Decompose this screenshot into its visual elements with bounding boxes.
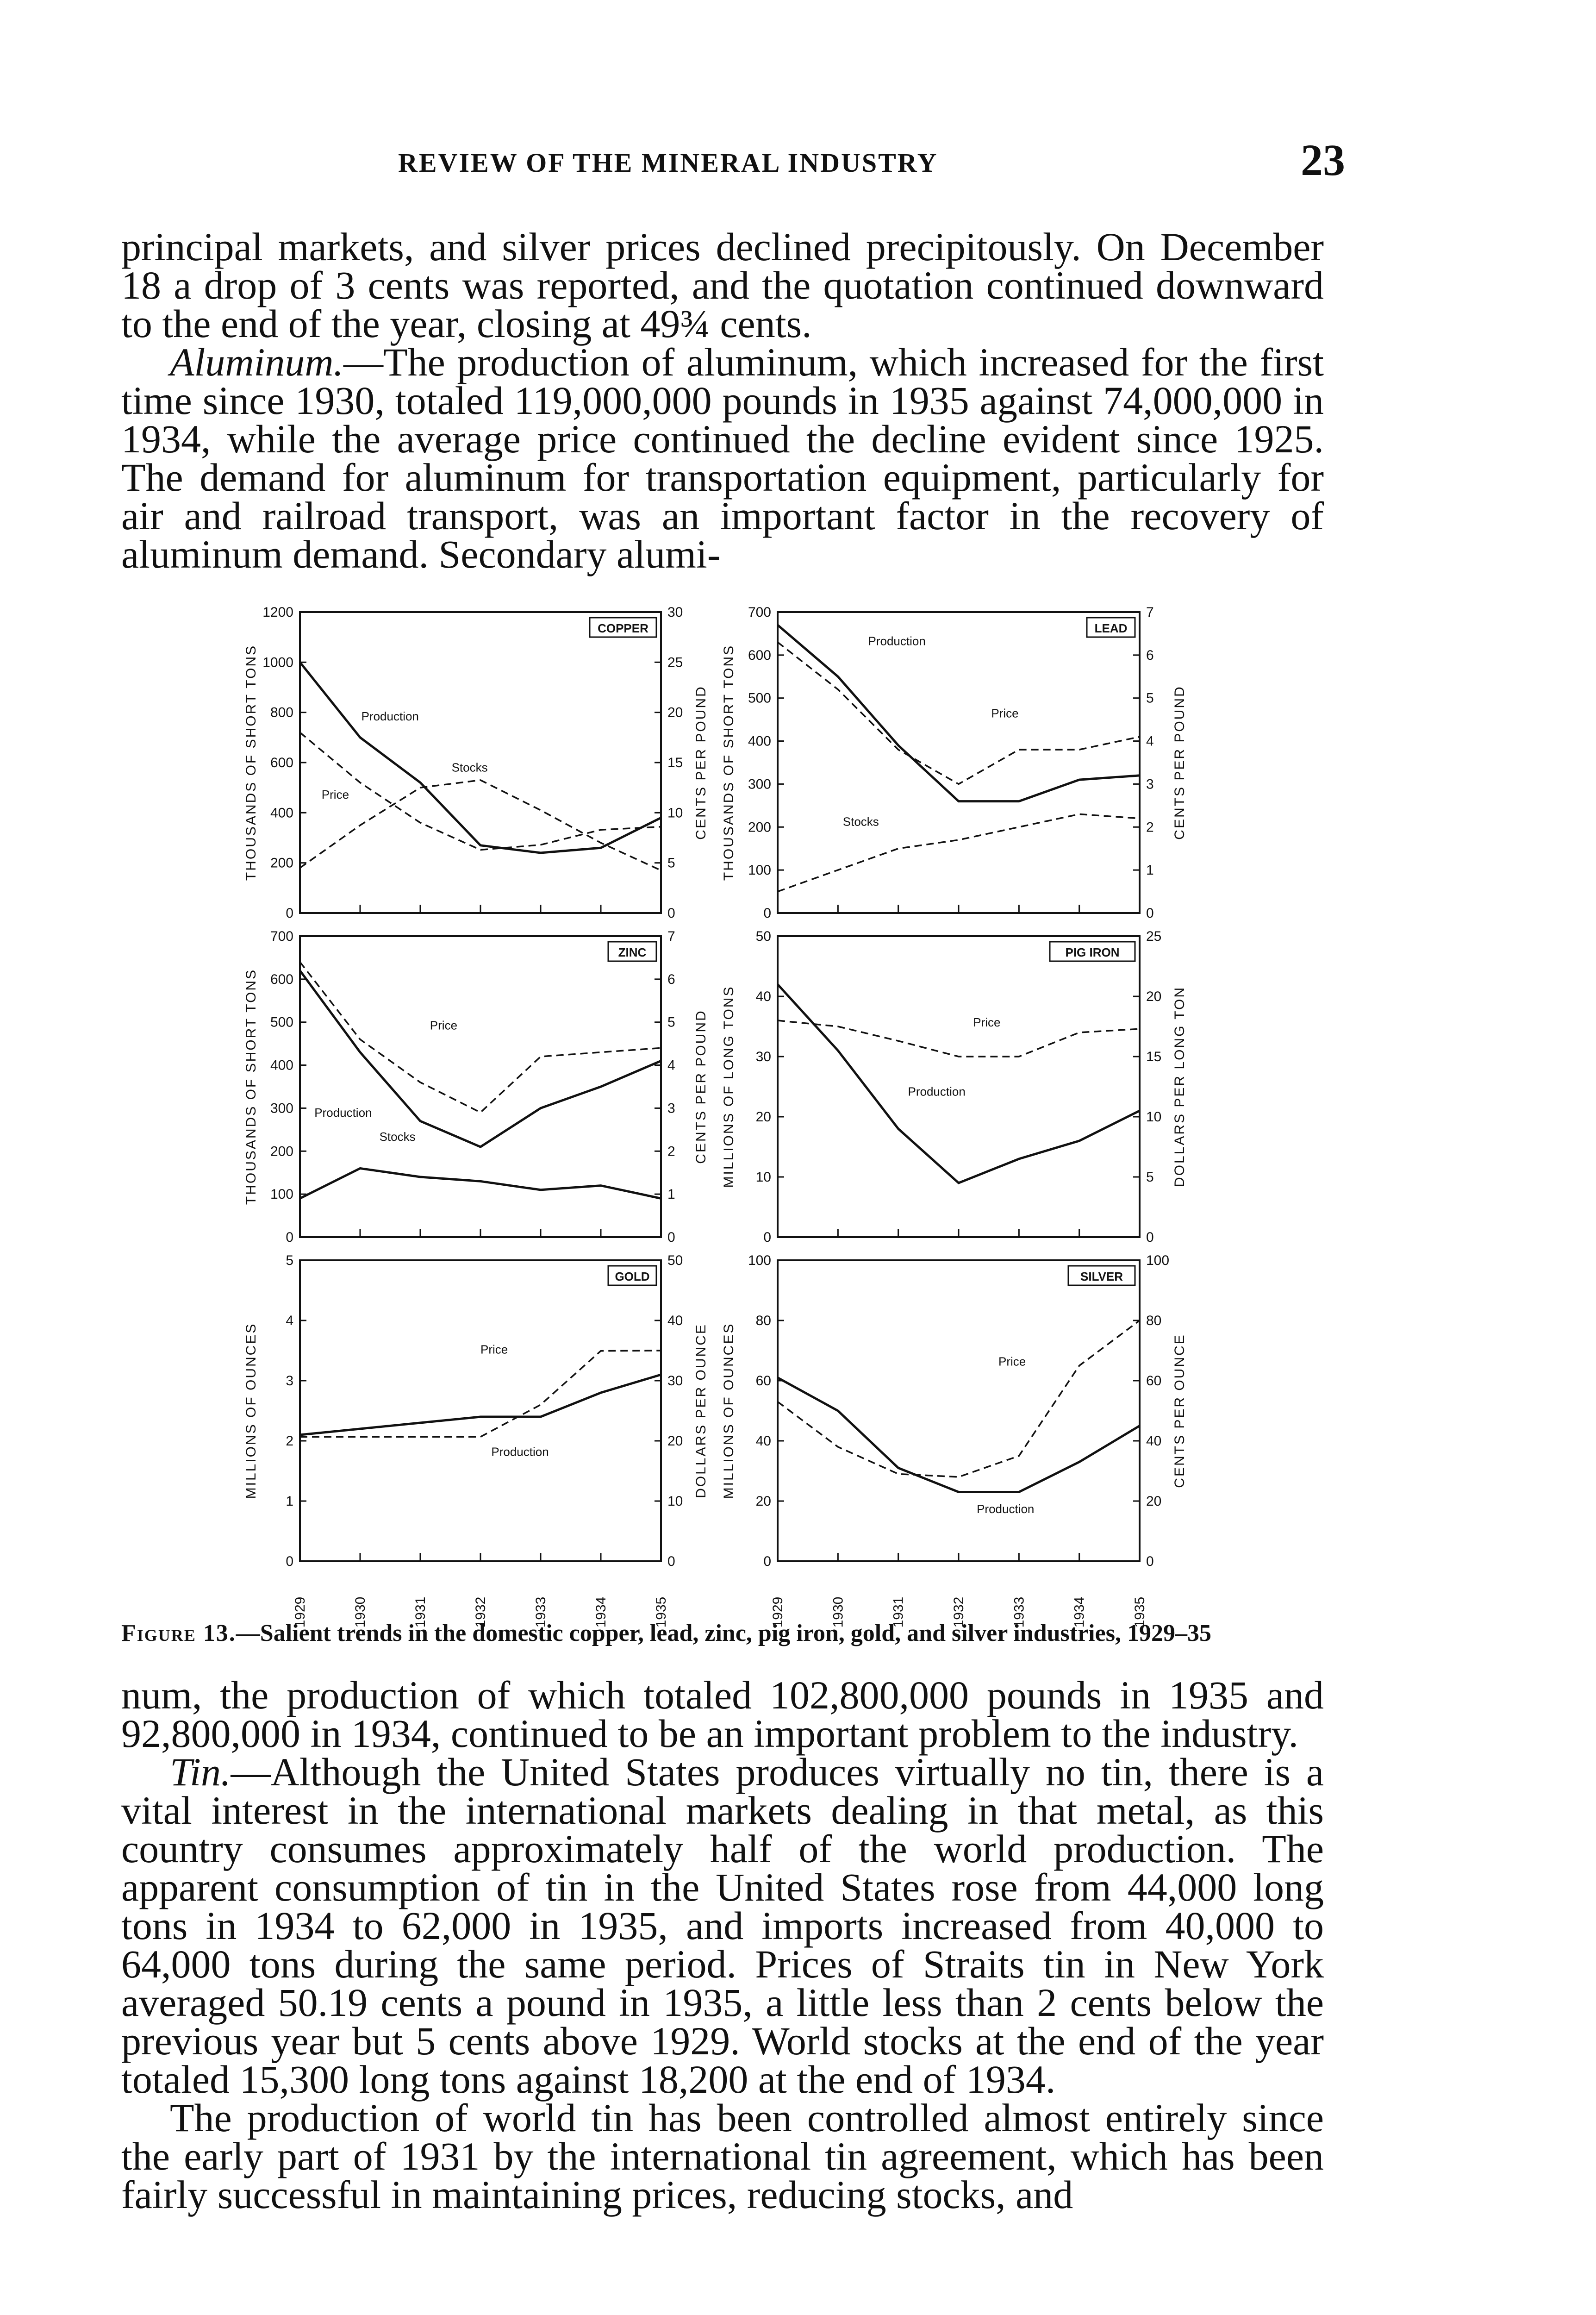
y-tick-label-left: 200 [270,1144,293,1159]
y-tick-label-left: 20 [755,1494,771,1509]
y-tick-label-left: 0 [763,1554,771,1569]
x-tick-label: 1931 [413,1596,428,1628]
series-annotation: Stocks [451,760,488,775]
y-tick-label-right: 15 [1146,1049,1162,1064]
y-axis-title-right: CENTS PER OUNCE [1172,1333,1187,1488]
paragraph-text: —Although the United States produces virtually no tin, there is a vital interest in the international markets dealing in that metal, as this country consumes approximately half of the world production. The apparent consumption of tin in the United States rose from 44,000 long tons in 1934 to 62,000 in 1935, and imports increased from 40,000 to 64,000 tons during the same period. Prices of Straits tin in New York averaged 50.19 cents a pound in 1935, a little less than 2 cents below the previous year but 5 cents above 1929. World stocks at the end of the year totaled 15,300 long tons against 18,200 at the end of 1934. [121,1750,1324,2102]
y-tick-label-left: 600 [748,647,771,663]
y-tick-label-left: 0 [763,906,771,921]
chart-panel-copper [243,605,709,921]
y-tick-label-right: 10 [667,805,683,821]
series-line-price [778,1020,1140,1057]
y-tick-label-right: 100 [1146,1253,1170,1268]
y-tick-label-left: 4 [286,1313,293,1328]
figure-caption [121,1620,1324,1647]
y-tick-label-right: 5 [667,1014,675,1030]
y-tick-label-left: 400 [270,1057,293,1073]
series-line-stocks [778,814,1140,891]
chart-panel-zinc [243,929,709,1245]
series-annotation: Stocks [379,1130,416,1144]
y-tick-label-right: 0 [1146,906,1154,921]
y-tick-label-right: 20 [667,705,683,720]
y-tick-label-left: 80 [755,1313,771,1328]
running-head: REVIEW OF THE MINERAL INDUSTRY [398,148,938,178]
series-annotation: Production [361,709,419,723]
series-annotation: Production [314,1106,372,1120]
series-annotation: Price [430,1018,458,1032]
y-tick-label-left: 60 [755,1373,771,1389]
y-tick-label-right: 80 [1146,1313,1162,1328]
series-annotation: Price [480,1342,508,1357]
page-number: 23 [1301,135,1345,185]
series-annotation: Production [491,1445,549,1459]
paragraph: num, the production of which totaled 102,800,000 pounds in 1935 and 92,800,000 in 1934, continued to be an important problem to the industry. [121,1673,1324,1756]
y-tick-label-right: 5 [1146,1170,1154,1185]
series-annotation: Price [998,1354,1026,1369]
y-tick-label-left: 0 [286,906,293,921]
y-tick-label-right: 15 [667,755,683,770]
y-tick-label-left: 100 [270,1187,293,1202]
x-tick-label: 1929 [293,1596,308,1628]
x-tick-label: 1935 [1132,1596,1147,1628]
y-tick-label-right: 20 [1146,1494,1162,1509]
y-tick-label-right: 30 [667,605,683,620]
y-tick-label-right: 40 [667,1313,683,1328]
x-tick-label: 1932 [473,1596,488,1628]
y-tick-label-left: 0 [286,1230,293,1245]
y-tick-label-right: 20 [1146,989,1162,1004]
y-tick-label-left: 700 [748,605,771,620]
series-line-production [300,1375,661,1435]
y-tick-label-right: 0 [667,1554,675,1569]
y-tick-label-right: 7 [667,929,675,944]
y-tick-label-right: 0 [1146,1230,1154,1245]
y-tick-label-left: 30 [755,1049,771,1064]
y-tick-label-right: 6 [667,971,675,987]
section-label-tin: Tin. [170,1750,231,1794]
y-axis-title-left: MILLIONS OF LONG TONS [721,985,736,1188]
x-tick-label: 1932 [951,1596,966,1628]
y-tick-label-left: 3 [286,1373,293,1389]
chart-title: PIG IRON [1065,945,1120,959]
y-tick-label-left: 600 [270,971,293,987]
series-line-price [778,1320,1140,1477]
y-tick-label-left: 400 [270,805,293,821]
y-tick-label-left: 5 [286,1253,293,1268]
x-tick-label: 1929 [770,1596,786,1628]
paragraph-text: —The production of aluminum, which increased for the first time since 1930, totaled 119,000,000 pounds in 1935 against 74,000,000 in 1934, while the average price continued the decline evident since 1925. The demand for aluminum for transportation equipment, particularly for air and railroad transport, was an important factor in the recovery of aluminum demand. Secondary alumi- [121,340,1324,576]
y-tick-label-left: 2 [286,1433,293,1449]
y-axis-title-left: MILLIONS OF OUNCES [243,1322,259,1499]
x-tick-label: 1933 [533,1596,549,1628]
y-tick-label-left: 0 [286,1554,293,1569]
chart-title: COPPER [598,621,648,635]
x-tick-label: 1930 [353,1596,368,1628]
series-line-production [778,625,1140,801]
y-tick-label-left: 50 [755,929,771,944]
y-axis-title-right: CENTS PER POUND [1172,685,1187,840]
y-tick-label-left: 500 [748,690,771,706]
chart-title: GOLD [615,1270,650,1283]
plot-frame [778,612,1140,913]
series-annotation: Price [321,788,349,801]
y-tick-label-right: 4 [1146,733,1154,749]
y-tick-label-left: 100 [748,1253,771,1268]
series-annotation: Price [991,706,1019,720]
section-label-aluminum: Aluminum. [170,340,344,384]
series-line-price [300,962,661,1113]
y-axis-title-right: DOLLARS PER OUNCE [693,1323,709,1498]
paragraph: The production of world tin has been controlled almost entirely since the early part of 1931 by the international tin agreement, which has been fairly successful in maintaining prices, reducing stocks, and [121,2096,1324,2217]
series-line-production [300,970,661,1147]
figure-caption-text: —Salient trends in the domestic copper, lead, zinc, pig iron, gold, and silver industries, 1929–35 [236,1620,1211,1646]
y-tick-label-right: 50 [667,1253,683,1268]
y-tick-label-right: 3 [1146,776,1154,792]
y-axis-title-left: THOUSANDS OF SHORT TONS [721,644,736,881]
y-tick-label-left: 1 [286,1494,293,1509]
y-tick-label-left: 10 [755,1170,771,1185]
y-tick-label-left: 200 [748,820,771,835]
plot-frame [778,1260,1140,1561]
y-tick-label-right: 2 [1146,820,1154,835]
series-line-price [300,1351,661,1437]
x-tick-label: 1934 [593,1596,609,1628]
chart-title: LEAD [1094,621,1128,635]
x-tick-label: 1934 [1072,1596,1087,1628]
y-tick-label-left: 300 [270,1101,293,1116]
figure-caption-label: Figure 13. [121,1620,236,1646]
x-tick-label: 1935 [654,1596,669,1628]
y-tick-label-right: 1 [667,1187,675,1202]
text-bottom [121,1673,1324,2217]
y-tick-label-right: 60 [1146,1373,1162,1389]
y-tick-label-right: 40 [1146,1433,1162,1449]
y-tick-label-right: 0 [667,906,675,921]
y-axis-title-left: MILLIONS OF OUNCES [721,1322,736,1499]
y-tick-label-left: 600 [270,755,293,770]
y-tick-label-left: 1000 [262,655,293,670]
y-axis-title-left: THOUSANDS OF SHORT TONS [243,968,259,1205]
x-tick-label: 1933 [1011,1596,1027,1628]
y-axis-title-right: CENTS PER POUND [693,1009,709,1164]
y-tick-label-right: 0 [1146,1554,1154,1569]
y-tick-label-right: 10 [1146,1109,1162,1125]
y-tick-label-left: 20 [755,1109,771,1125]
x-tick-label: 1930 [830,1596,846,1628]
y-tick-label-right: 2 [667,1144,675,1159]
y-tick-label-right: 5 [1146,690,1154,706]
chart-title: SILVER [1080,1270,1123,1283]
y-tick-label-left: 400 [748,733,771,749]
chart-panel-gold [243,1253,709,1627]
y-tick-label-right: 6 [1146,647,1154,663]
y-tick-label-right: 25 [1146,929,1162,944]
y-tick-label-right: 1 [1146,863,1154,878]
y-tick-label-right: 10 [667,1494,683,1509]
chart-panel-silver [721,1253,1187,1627]
y-axis-title-right: CENTS PER POUND [693,685,709,840]
chart-panel-pig-iron [721,929,1187,1245]
y-tick-label-left: 300 [748,776,771,792]
series-annotation: Price [973,1015,1001,1029]
y-tick-label-left: 200 [270,855,293,871]
y-tick-label-right: 7 [1146,605,1154,620]
series-line-stocks [300,1168,661,1198]
plot-frame [300,936,661,1237]
chart-panel-lead [721,605,1187,921]
y-tick-label-right: 25 [667,655,683,670]
y-tick-label-left: 500 [270,1014,293,1030]
y-tick-label-right: 3 [667,1101,675,1116]
y-tick-label-right: 20 [667,1433,683,1449]
y-tick-label-right: 30 [667,1373,683,1389]
y-tick-label-right: 5 [667,855,675,871]
series-line-stocks [300,780,661,870]
y-tick-label-left: 100 [748,863,771,878]
series-line-production [778,984,1140,1183]
series-annotation: Production [977,1502,1035,1516]
chart-title: ZINC [618,945,647,959]
plot-frame [300,1260,661,1561]
y-axis-title-left: THOUSANDS OF SHORT TONS [243,644,259,881]
series-annotation: Stocks [842,814,879,829]
series-annotation: Production [868,634,926,648]
paragraph-tin [121,1750,1324,2102]
y-tick-label-left: 700 [270,929,293,944]
y-tick-label-right: 0 [667,1230,675,1245]
y-tick-label-left: 1200 [262,605,293,620]
y-tick-label-left: 40 [755,1433,771,1449]
y-axis-title-right: DOLLARS PER LONG TON [1172,986,1187,1188]
paragraph: principal markets, and silver prices declined precipitously. On December 18 a drop of 3 cents was reported, and the quotation continued downward to the end of the year, closing at 49¾ cents. [121,225,1324,346]
series-line-production [778,1378,1140,1492]
x-tick-label: 1931 [891,1596,906,1628]
y-tick-label-right: 4 [667,1057,675,1073]
series-annotation: Production [908,1084,966,1099]
series-line-price [778,642,1140,784]
series-line-price [300,732,661,850]
series-line-production [300,662,661,853]
y-tick-label-left: 800 [270,705,293,720]
y-tick-label-left: 40 [755,989,771,1004]
y-tick-label-left: 0 [763,1230,771,1245]
